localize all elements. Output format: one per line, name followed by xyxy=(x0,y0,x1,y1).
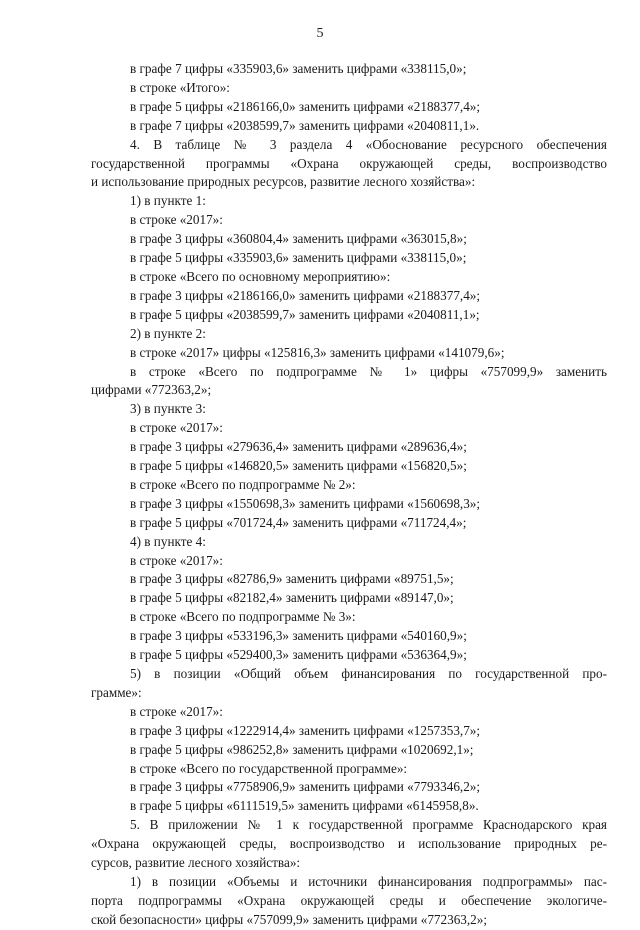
document-line: в графе 7 цифры «335903,6» заменить цифрами «338115,0»; xyxy=(130,61,467,76)
document-line: в графе 5 цифры «146820,5» заменить цифрами «156820,5»; xyxy=(130,458,467,474)
document-line: в графе 5 цифры «6111519,5» заменить цифрами «6145958,8». xyxy=(130,798,479,814)
document-line: в строке «Всего по государственной программе»: xyxy=(130,760,408,776)
document-line: «Охрана окружающей среды, воспроизводство и использование природных ре- xyxy=(91,836,607,852)
document-line: в графе 7 цифры «2038599,7» заменить цифрами «2040811,1». xyxy=(130,117,480,133)
document-line: 4) в пункте 4: xyxy=(130,533,206,549)
document-line: в строке «2017»: xyxy=(130,420,223,436)
document-line: в строке «Итого»: xyxy=(130,79,230,95)
document-line: в графе 5 цифры «2038599,7» заменить цифрами «2040811,1»; xyxy=(130,306,480,322)
document-line: в графе 5 цифры «82182,4» заменить цифрами «89147,0»; xyxy=(130,590,454,606)
document-line: в графе 3 цифры «82786,9» заменить цифрами «89751,5»; xyxy=(130,571,454,587)
document-line: в строке «Всего по подпрограмме № 3»: xyxy=(130,609,356,625)
document-line: 3) в пункте 3: xyxy=(130,401,206,417)
document-line: в графе 3 цифры «533196,3» заменить цифрами «540160,9»; xyxy=(130,628,467,644)
document-line: грамме»: xyxy=(91,684,142,700)
document-line: и использование природных ресурсов, развитие лесного хозяйства»: xyxy=(91,174,476,190)
document-line: 5. В приложении № 1 к государственной программе Краснодарского края xyxy=(130,817,607,833)
document-line: в графе 3 цифры «7758906,9» заменить цифрами «7793346,2»; xyxy=(130,779,481,795)
document-line: ской безопасности» цифры «757099,9» заменить цифрами «772363,2»; xyxy=(91,911,488,927)
document-line: сурсов, развитие лесного хозяйства»: xyxy=(91,855,301,871)
document-line: 5) в позиции «Общий объем финансирования по государственной про- xyxy=(130,666,607,681)
document-line: 1) в пункте 1: xyxy=(130,193,206,209)
document-line: в графе 5 цифры «335903,6» заменить цифрами «338115,0»; xyxy=(130,250,467,266)
document-line: в графе 5 цифры «529400,3» заменить цифрами «536364,9»; xyxy=(130,647,467,663)
document-line: в графе 5 цифры «2186166,0» заменить цифрами «2188377,4»; xyxy=(130,98,481,114)
document-line: в строке «2017»: xyxy=(130,212,223,228)
document-line: 1) в позиции «Объемы и источники финансирования подпрограммы» пас- xyxy=(130,873,607,889)
document-body xyxy=(91,60,607,930)
document-line: в графе 3 цифры «2186166,0» заменить цифрами «2188377,4»; xyxy=(130,287,481,303)
document-line: порта подпрограммы «Охрана окружающей среды и обеспечение экологиче- xyxy=(91,892,607,908)
document-line: в графе 3 цифры «279636,4» заменить цифрами «289636,4»; xyxy=(130,439,467,455)
document-line: в графе 5 цифры «701724,4» заменить цифрами «711724,4»; xyxy=(130,514,467,530)
document-line: 4. В таблице № 3 раздела 4 «Обоснование ресурсного обеспечения xyxy=(130,136,607,152)
document-line: цифрами «772363,2»; xyxy=(91,382,212,398)
document-line: в строке «Всего по основному мероприятию»: xyxy=(130,268,391,284)
document-line: в графе 5 цифры «986252,8» заменить цифрами «1020692,1»; xyxy=(130,741,474,757)
document-line: в графе 3 цифры «1550698,3» заменить цифрами «1560698,3»; xyxy=(130,495,481,511)
document-line: в графе 3 цифры «1222914,4» заменить цифрами «1257353,7»; xyxy=(130,722,481,738)
page-number: 5 xyxy=(316,26,324,41)
document-line: государственной программы «Охрана окружающей среды, воспроизводство xyxy=(91,155,607,171)
document-line: в строке «2017»: xyxy=(130,703,223,719)
document-line: 2) в пункте 2: xyxy=(130,325,206,341)
document-line: в строке «Всего по подпрограмме № 1» цифры «757099,9» заменить xyxy=(130,363,607,379)
document-line: в графе 3 цифры «360804,4» заменить цифрами «363015,8»; xyxy=(130,231,467,247)
document-line: в строке «2017» цифры «125816,3» заменить цифрами «141079,6»; xyxy=(130,344,505,360)
document-line: в строке «Всего по подпрограмме № 2»: xyxy=(130,476,356,492)
document-line: в строке «2017»: xyxy=(130,552,223,568)
